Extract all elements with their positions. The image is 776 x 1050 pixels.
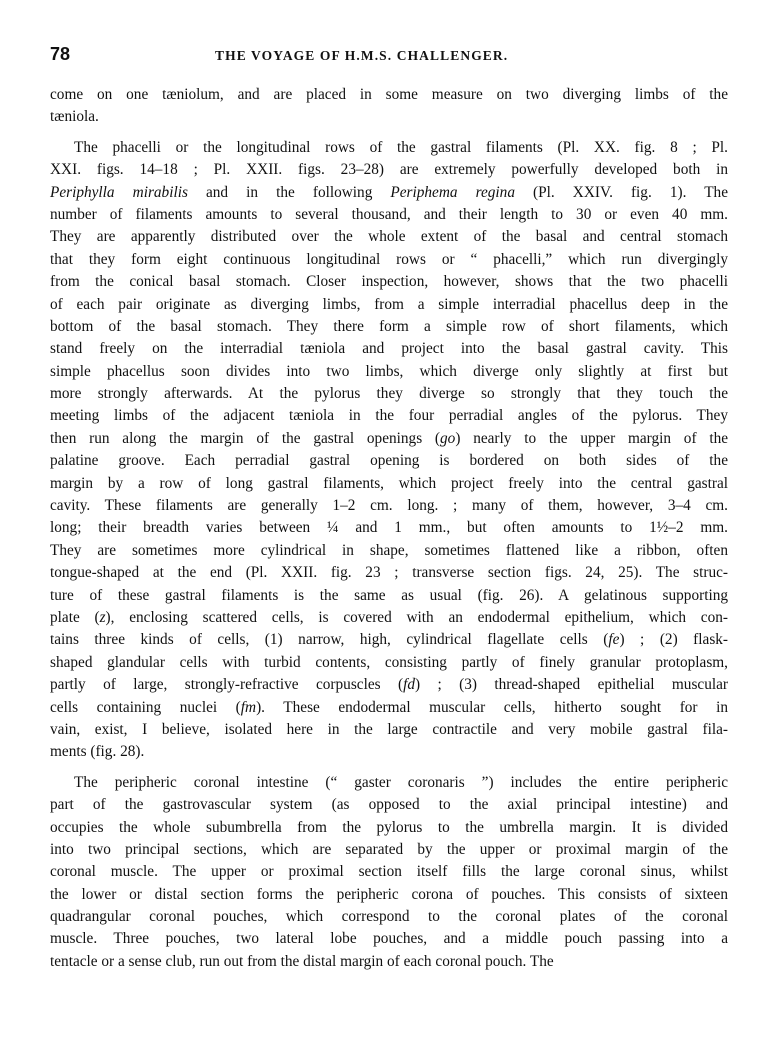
text-line: meeting limbs of the adjacent tæniola in the four perradial angles of the pylorus. They — [50, 407, 728, 425]
italic-term: go — [440, 429, 456, 447]
italic-term: fd — [403, 676, 415, 694]
text-line: ture of these gastral filaments is the same as usual (fig. 26). A gelatinous supporting — [50, 586, 728, 604]
text-line: from the conical basal stomach. Closer inspection, however, shows that the two phacelli — [50, 273, 728, 291]
italic-term: fm — [240, 698, 257, 716]
text-line: They are sometimes more cylindrical in shape, sometimes flattened like a ribbon, often — [50, 541, 728, 559]
body-text — [50, 84, 728, 973]
text-line: number of filaments amounts to several thousand, and their length to 30 or even 40 mm. — [50, 205, 728, 223]
italic-term: Periphylla mirabilis — [50, 183, 188, 201]
text-line: tentacle or a sense club, run out from the distal margin of each coronal pouch. The — [50, 952, 554, 970]
text-line: into two principal sections, which are separated by the upper or proximal margin of the — [50, 840, 728, 858]
text-line: cavity. These filaments are generally 1–2 cm. long. ; many of them, however, 3–4 cm. — [50, 497, 728, 515]
text-line: tæniola. — [50, 108, 99, 126]
text-line: then run along the margin of the gastral openings (go) nearly to the upper margin of the — [50, 429, 729, 447]
text-line: cells containing nuclei (fm). These endodermal muscular cells, hitherto sought for in — [50, 698, 728, 716]
text-line: palatine groove. Each perradial gastral opening is bordered on both sides of the — [50, 452, 728, 470]
text-line: shaped glandular cells with turbid contents, consisting partly of finely granular protoplasm, — [50, 653, 728, 671]
text-line: The peripheric coronal intestine (“ gaster coronaris ”) includes the entire peripheric — [74, 773, 728, 791]
text-line: come on one tæniolum, and are placed in some measure on two diverging limbs of the — [50, 86, 728, 103]
text-line: XXI. figs. 14–18 ; Pl. XXII. figs. 23–28) are extremely powerfully developed both in — [50, 161, 728, 179]
text-line: The phacelli or the longitudinal rows of the gastral filaments (Pl. XX. fig. 8 ; Pl. — [74, 138, 728, 156]
text-line: tongue-shaped at the end (Pl. XXII. fig. 23 ; transverse section figs. 24, 25). The struc- — [50, 564, 728, 582]
text-line: of each pair originate as diverging limbs, from a simple interradial phacellus deep in the — [50, 295, 728, 313]
text-line: quadrangular coronal pouches, which correspond to the coronal plates of the coronal — [50, 908, 728, 926]
italic-term: Periphema regina — [390, 183, 515, 201]
text-line: bottom of the basal stomach. They there form a simple row of short filaments, which — [50, 317, 728, 335]
text-line: that they form eight continuous longitudinal rows or “ phacelli,” which run divergingly — [50, 250, 728, 268]
page-number: 78 — [50, 44, 71, 64]
running-head: THE VOYAGE OF H.M.S. CHALLENGER. — [215, 48, 509, 63]
text-line: occupies the whole subumbrella from the pylorus to the umbrella margin. It is divided — [50, 818, 728, 836]
text-line: part of the gastrovascular system (as opposed to the axial principal intestine) and — [50, 796, 728, 814]
text-line: plate (z), enclosing scattered cells, is covered with an endodermal epithelium, which con- — [50, 608, 728, 626]
text-line: muscle. Three pouches, two lateral lobe pouches, and a middle pouch passing into a — [50, 930, 728, 948]
text-line: margin by a row of long gastral filaments, which project freely into the central gastral — [50, 474, 728, 492]
italic-term: fe — [608, 631, 620, 649]
text-line: long; their breadth varies between ¼ and 1 mm., but often amounts to 1½–2 mm. — [50, 519, 728, 537]
text-line: vain, exist, I believe, isolated here in the large contractile and very mobile gastral fila- — [50, 720, 728, 738]
text-line: coronal muscle. The upper or proximal section itself fills the large coronal sinus, whilst — [50, 863, 728, 881]
text-line: They are apparently distributed over the whole extent of the basal and central stomach — [50, 228, 728, 246]
italic-term: z — [99, 608, 106, 626]
text-line: Periphylla mirabilis and in the following Periphema regina (Pl. XXIV. fig. 1). The — [50, 183, 728, 201]
text-line: ments (fig. 28). — [50, 743, 145, 761]
text-line: tains three kinds of cells, (1) narrow, high, cylindrical flagellate cells (fe) ; (2) flask- — [50, 631, 729, 649]
text-line: more strongly afterwards. At the pylorus they diverge so strongly that they touch the — [50, 385, 728, 403]
text-line: the lower or distal section forms the peripheric corona of pouches. This consists of sixteen — [50, 885, 728, 903]
text-line: stand freely on the interradial tæniola and project into the basal gastral cavity. This — [50, 340, 728, 358]
text-line: simple phacellus soon divides into two limbs, which diverge only slightly at first but — [50, 362, 728, 380]
text-line: partly of large, strongly-refractive corpuscles (fd) ; (3) thread-shaped epithelial muscular — [50, 676, 728, 694]
